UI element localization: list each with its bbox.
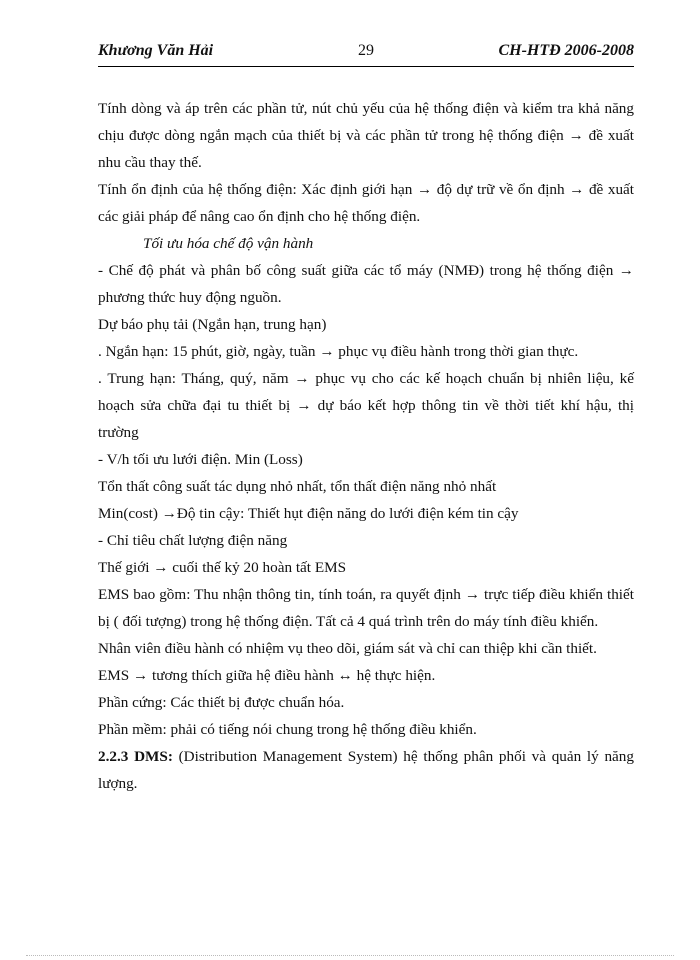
paragraph-power-quality: - Chỉ tiêu chất lượng điện năng xyxy=(98,532,288,549)
subheading-optimization: Tối ưu hóa chế độ vận hành xyxy=(143,235,314,252)
header-page-number: 29 xyxy=(358,42,374,59)
section-dms-number: 2.2.3 DMS: xyxy=(98,748,173,765)
paragraph-medium-term: . Trung hạn: Tháng, quý, năm → phục vụ cho các kế hoạch chuẩn bị nhiên liệu, kế hoạch sửa chữa đại tu thiết bị → dự báo kết hợp thông tin về thời tiết khí hậu, thị trường xyxy=(98,370,634,441)
paragraph-ems-components: EMS bao gồm: Thu nhận thông tin, tính toán, ra quyết định → trực tiếp điều khiển thiết bị ( đối tượng) trong hệ thống điện. Tất cả 4 quá trình trên do máy tính điều khiển. xyxy=(98,586,634,630)
paragraph-generation-dispatch: - Chế độ phát và phân bố công suất giữa các tổ máy (NMĐ) trong hệ thống điện → phương thức huy động nguồn. xyxy=(98,262,634,306)
paragraph-hardware: Phần cứng: Các thiết bị được chuẩn hóa. xyxy=(98,694,345,711)
section-dms-text: (Distribution Management System) hệ thống phân phối và quản lý năng lượng. xyxy=(98,748,634,792)
paragraph-grid-optimization: - V/h tối ưu lưới điện. Min (Loss) xyxy=(98,451,303,468)
paragraph-operators: Nhân viên điều hành có nhiệm vụ theo dõi, giám sát và chỉ can thiệp khi cần thiết. xyxy=(98,640,597,657)
paragraph-software: Phần mềm: phải có tiếng nói chung trong hệ thống điều khiển. xyxy=(98,721,477,738)
paragraph-power-flow: Tính dòng và áp trên các phần tử, nút chủ yếu của hệ thống điện và kiểm tra khả năng chịu được dòng ngắn mạch của thiết bị và các phần tử trong hệ thống điện → đề xuất nhu cầu thay thế. xyxy=(98,100,634,171)
page-body xyxy=(98,95,634,797)
paragraph-ems-compat: EMS → tương thích giữa hệ điều hành ↔ hệ thực hiện. xyxy=(98,667,436,684)
paragraph-min-cost: Min(cost) →Độ tin cậy: Thiết hụt điện năng do lưới điện kém tin cậy xyxy=(98,505,519,522)
header-course-code: CH-HTĐ 2006-2008 xyxy=(498,42,634,59)
paragraph-load-forecast: Dự báo phụ tải (Ngắn hạn, trung hạn) xyxy=(98,316,327,333)
paragraph-short-term: . Ngắn hạn: 15 phút, giờ, ngày, tuần → phục vụ điều hành trong thời gian thực. xyxy=(98,343,579,360)
paragraph-world-ems: Thế giới → cuối thế kỷ 20 hoàn tất EMS xyxy=(98,559,347,576)
page-header xyxy=(98,40,634,67)
paragraph-stability: Tính ổn định của hệ thống điện: Xác định giới hạn → độ dự trữ về ổn định → đề xuất các giải pháp để nâng cao ổn định cho hệ thống điện. xyxy=(98,181,634,225)
header-author: Khương Văn Hải xyxy=(98,42,214,59)
paragraph-min-loss: Tổn thất công suất tác dụng nhỏ nhất, tổn thất điện năng nhỏ nhất xyxy=(98,478,497,495)
page-bottom-divider xyxy=(26,955,674,956)
section-dms xyxy=(98,743,634,797)
